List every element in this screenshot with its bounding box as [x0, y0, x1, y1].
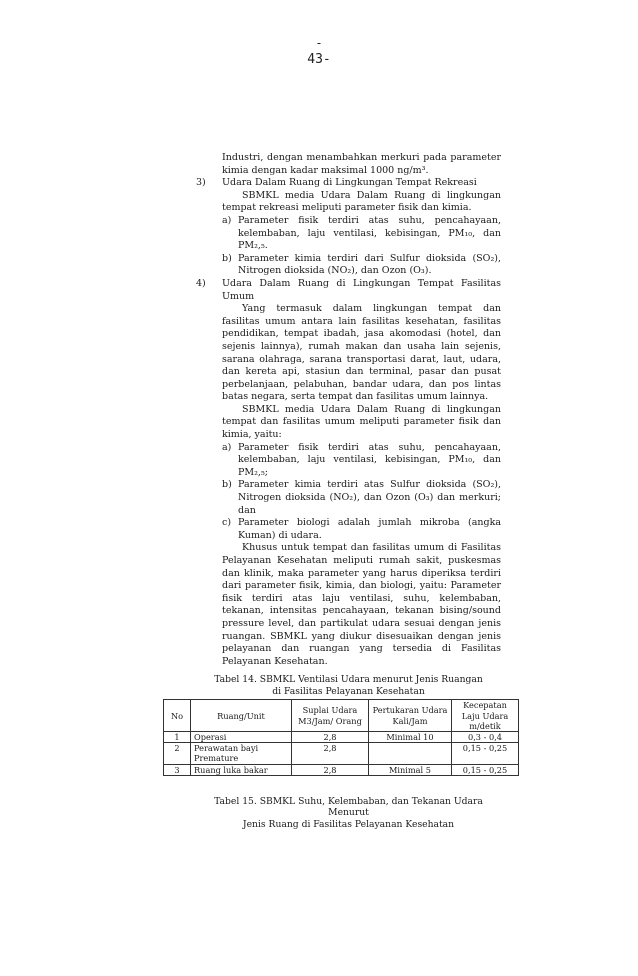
table-15-caption: Tabel 15. SBMKL Suhu, Kelembaban, dan Tekanan Udara Menurut — [214, 795, 483, 819]
list-text: Parameter kimia terdiri atas Sulfur dioksida (SO₂), Nitrogen dioksida (NO₂), dan Ozon (O₃) dan merkuri; dan — [238, 479, 501, 516]
header-suplai: Suplai Udara M3/Jam/ Orang — [292, 700, 369, 732]
list-item — [222, 479, 501, 517]
intro-paragraph: Industri, dengan menambahkan merkuri pada parameter kimia dengan kadar maksimal 1000 ng/m³. — [222, 152, 501, 176]
list-item — [222, 215, 501, 253]
section-title: Udara Dalam Ruang di Lingkungan Tempat Fasilitas Umum — [222, 277, 501, 302]
section-4-paragraph-1: Yang termasuk dalam lingkungan tempat dan fasilitas umum antara lain fasilitas kesehatan, fasilitas pendidikan, tempat ibadah, jasa akomodasi (hotel, dan sejenis lainnya), rumah makan dan usaha lain sejenis, sarana olahraga, sarana transportasi darat, laut, udara, dan kereta api, stasiun dan terminal, pasar dan pusat perbelanjaan, pelabuhan, bandar udara, dan pos lintas batas negara, serta tempat dan fasilitas umum lainnya. — [222, 303, 501, 403]
section-number: 4) — [196, 277, 206, 289]
table-header-row — [164, 700, 519, 732]
list-item — [222, 442, 501, 480]
table-14-caption-2: di Fasilitas Pelayanan Kesehatan — [272, 685, 425, 697]
section-4-heading — [196, 278, 501, 303]
page-dash: - — [315, 36, 323, 50]
cell-suplai: 2,8 — [292, 731, 369, 742]
header-no: No — [164, 700, 191, 732]
cell-suplai: 2,8 — [292, 764, 369, 775]
ventilation-table — [163, 699, 519, 775]
list-label: a) — [222, 214, 232, 226]
cell-kecepatan: 0,15 - 0,25 — [452, 743, 519, 764]
cell-pertukaran — [369, 743, 452, 764]
cell-pertukaran: Minimal 10 — [369, 731, 452, 742]
cell-ruang: Ruang luka bakar — [191, 764, 292, 775]
list-label: c) — [222, 517, 232, 529]
table-row — [164, 764, 519, 775]
list-item — [222, 253, 501, 278]
table-row — [164, 743, 519, 764]
header-pertukaran: Pertukaran Udara Kali/Jam — [369, 700, 452, 732]
table-14-caption: Tabel 14. SBMKL Ventilasi Udara menurut Jenis Ruangan — [214, 674, 483, 686]
header-ruang: Ruang/Unit — [191, 700, 292, 732]
section-title: Udara Dalam Ruang di Lingkungan Tempat Rekreasi — [222, 177, 477, 189]
list-label: a) — [222, 441, 232, 453]
cell-no: 3 — [164, 764, 191, 775]
section-4-paragraph-2: SBMKL media Udara Dalam Ruang di lingkungan tempat dan fasilitas umum meliputi parameter fisik dan kimia, yaitu: — [222, 403, 501, 441]
table-15-caption-2: Jenis Ruang di Fasilitas Pelayanan Kesehatan — [242, 818, 455, 830]
section-4-paragraph-3: Khusus untuk tempat dan fasilitas umum di Fasilitas Pelayanan Kesehatan meliputi rumah sakit, puskesmas dan klinik, maka parameter yang harus diperiksa terdiri dari parameter fisik, kimia, dan biologi, yaitu: Parameter fisik terdiri atas laju ventilasi, suhu, kelembaban, tekanan, intensitas pencahayaan, tekanan bising/sound pressure level, dan partikulat udara sesuai dengan jenis ruangan. SBMKL yang diukur disesuaikan dengan jenis pelayanan dan ruangan yang tersedia di Fasilitas Pelayanan Kesehatan. — [222, 542, 501, 667]
cell-suplai: 2,8 — [292, 743, 369, 764]
list-text: Parameter kimia terdiri dari Sulfur dioksida (SO₂), Nitrogen dioksida (NO₂), dan Ozon (O₃). — [238, 252, 501, 277]
cell-kecepatan: 0,3 - 0,4 — [452, 731, 519, 742]
section-number: 3) — [196, 177, 206, 189]
cell-ruang: Perawatan bayi Premature — [191, 743, 292, 764]
page-body — [170, 152, 509, 830]
cell-kecepatan: 0,15 - 0,25 — [452, 764, 519, 775]
list-item — [222, 517, 501, 542]
list-text: Parameter biologi adalah jumlah mikroba (angka Kuman) di udara. — [238, 517, 501, 541]
list-text: Parameter fisik terdiri atas suhu, pencahayaan, kelembaban, laju ventilasi, kebisingan, PM₁₀, dan PM₂,₅. — [238, 214, 501, 252]
list-label: b) — [222, 479, 232, 491]
cell-pertukaran: Minimal 5 — [369, 764, 452, 775]
page-number: 43- — [307, 52, 331, 67]
section-3-heading — [196, 177, 501, 190]
cell-no: 1 — [164, 731, 191, 742]
section-3-paragraph: SBMKL media Udara Dalam Ruang di lingkungan tempat rekreasi meliputi parameter fisik dan kimia. — [222, 189, 501, 214]
spacer — [196, 776, 501, 796]
table-row — [164, 731, 519, 742]
list-text: Parameter fisik terdiri atas suhu, pencahayaan, kelembaban, laju ventilasi, kebisingan, PM₁₀, dan PM₂,₅; — [238, 441, 501, 478]
list-label: b) — [222, 252, 232, 264]
header-kecepatan: Kecepatan Laju Udara m/detik — [452, 700, 519, 732]
cell-ruang: Operasi — [191, 731, 292, 742]
cell-no: 2 — [164, 743, 191, 764]
